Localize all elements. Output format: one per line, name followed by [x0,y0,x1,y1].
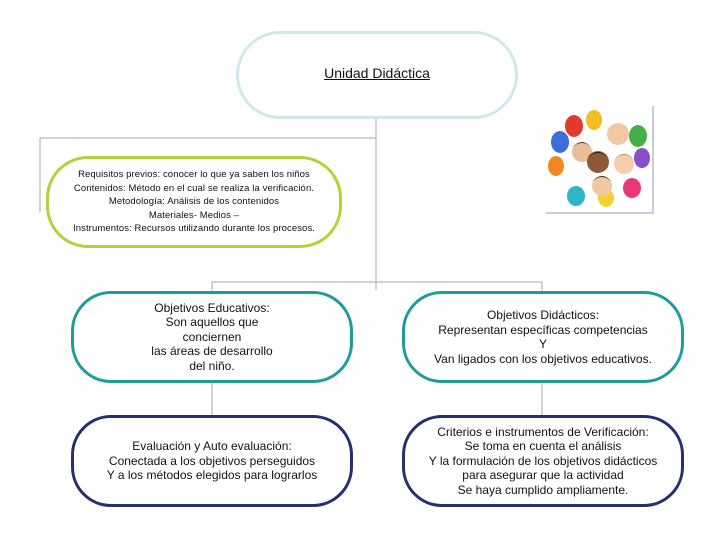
objetivos-didacticos-node [402,291,684,383]
evaluacion-text: Evaluación y Auto evaluación: Conectada a los objetivos perseguidos Y a los métodos elegidos para lograrlos [106,439,318,483]
requisitos-text: Requisitos previos: conocer lo que ya saben los niños Contenidos: Método en el cual se realiza la verificación. Metodología: Análisis de los contenidos Materiales- Medios – Instrumentos: Recursos utilizando durante los procesos. [72,169,316,235]
unidad-didactica-title: Unidad Didáctica [324,65,430,81]
criterios-text: Criterios e instrumentos de Verificación: Se toma en cuenta el análisis Y la formulación de los objetivos didácticos para asegurar que la actividad Se haya cumplido ampliamente. [428,424,658,497]
children-painted-hands-photo [546,106,654,214]
unidad-didactica-node [236,31,518,119]
objetivos-educativos-node [71,291,353,383]
children-painted-hands-illustration [546,106,652,212]
evaluacion-node [71,415,353,507]
requisitos-node [46,156,342,248]
objetivos-didacticos-text: Objetivos Didácticos: Representan específicas competencias Y Van ligados con los objetivos educativos. [434,308,652,366]
criterios-node [402,415,684,507]
objetivos-educativos-text: Objetivos Educativos: Son aquellos que conciernen las áreas de desarrollo del niño. [151,300,273,373]
